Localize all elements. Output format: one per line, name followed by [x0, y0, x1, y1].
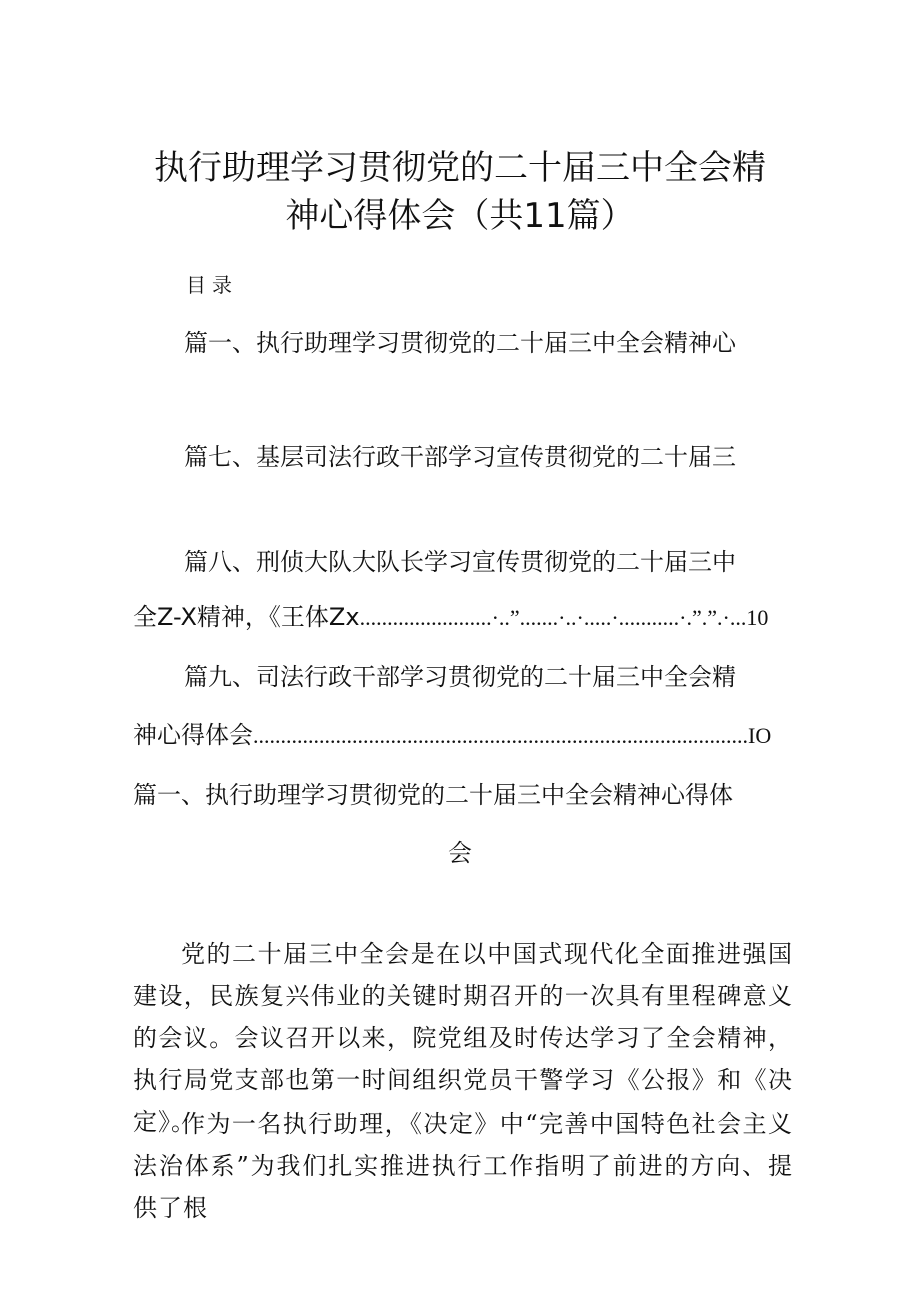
body-paragraph-2 — [133, 1103, 793, 1229]
document-title-line-2: 神心得体会（共11篇） — [285, 196, 635, 236]
toc-entry-7[interactable] — [184, 440, 736, 474]
toc-entry-text: 篇八、刑侦大队大队长学习宣传贯彻党的二十届三中 — [184, 548, 736, 576]
toc-leader-dots: ........................·..”.......·..·.....·...........·.”.”.·... — [359, 605, 747, 630]
toc-label: 目录 — [186, 273, 238, 297]
toc-entry-text: 篇七、基层司法行政干部学习宣传贯彻党的二十届三 — [184, 443, 736, 471]
toc-entry-text: 神心得体会 — [133, 721, 253, 749]
toc-entry-text: 全Z-X精神，《王体Zx — [133, 603, 360, 631]
toc-entry-text: 篇九、司法行政干部学习贯彻党的二十届三中全会精 — [184, 663, 736, 691]
toc-entry-1[interactable] — [184, 326, 736, 360]
paragraph-text: 党的二十届三中全会是在以中国式现代化全面推进强国建设，民族复兴伟业的关键时期召开的一次具有里程碑意义的会议。会议召开以来，院党组及时传达学习了全会精神，执行局党支部也第一时间组织党员干警学习《公报》和《决定》。 — [133, 940, 793, 1136]
document-title-line-1: 执行助理学习贯彻党的二十届三中全会精 — [154, 148, 766, 188]
toc-page-number: 10 — [746, 605, 769, 630]
section-heading-line-1: 篇一、执行助理学习贯彻党的二十届三中全会精神心得体 — [133, 781, 733, 809]
toc-page-number: IO — [748, 723, 772, 748]
toc-entry-text: 篇一、执行助理学习贯彻党的二十届三中全会精神心 — [184, 329, 736, 357]
paragraph-text: 作为一名执行助理，《决定》中“完善中国特色社会主义法治体系”为我们扎实推进执行工作指明了前进的方向、提供了根 — [133, 1110, 793, 1222]
toc-entry-8-continuation[interactable] — [133, 600, 768, 635]
toc-entry-9[interactable] — [184, 660, 736, 694]
toc-entry-9-continuation[interactable] — [133, 718, 771, 753]
toc-leader-dots: .......................................................................................... — [253, 723, 748, 748]
section-heading-line-2: 会 — [448, 839, 472, 867]
toc-entry-8[interactable] — [184, 545, 736, 579]
